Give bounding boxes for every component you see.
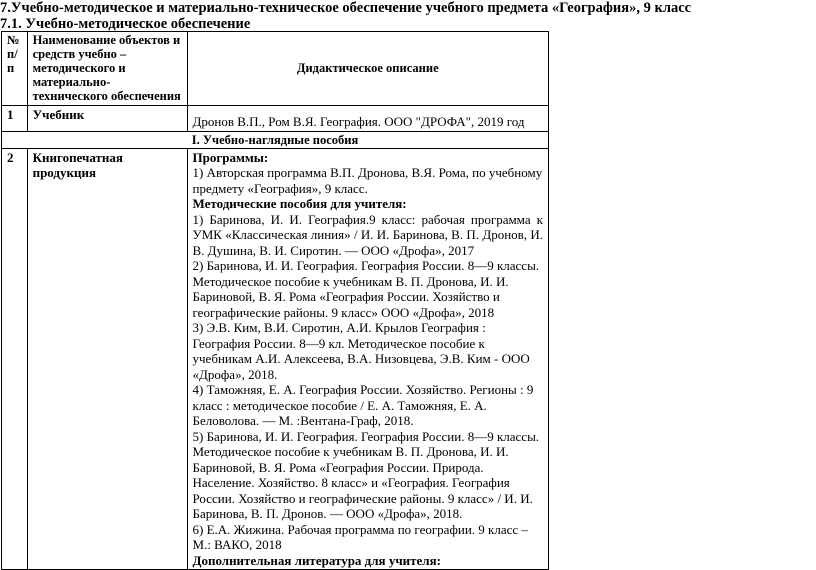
row2-desc — [187, 148, 548, 570]
header-num-cell: № п/п — [2, 32, 28, 106]
method-label: Методические пособия для учителя: — [192, 196, 407, 211]
row1-name: Учебник — [27, 106, 187, 132]
document-subheading: 7.1. Учебно-методическое обеспечение — [0, 16, 251, 32]
resources-table — [1, 31, 549, 570]
row1-num: 1 — [2, 106, 28, 132]
method-item: 2) Баринова, И. И. География. География России. 8—9 классы. Методическое пособие к учебникам В. П. Дронова, И. И. Бариновой, В. Я. Рома «География России. Хозяйство и географические районы. 9 класс» ООО «Дрофа», 2018 — [192, 258, 540, 320]
method-item: 5) Баринова, И. И. География. География России. 8—9 классы. Методическое пособие к учебникам В. П. Дронова, И. И. Бариновой, В. Я. Рома «География России. Природа. Население. Хозяйство. 8 класс» и «География. География России. Хозяйство и географические районы. 9 класс» / И. И. Баринова, В. П. Дронов. — ООО «Дрофа», 2018. — [192, 428, 540, 521]
additional-label: Дополнительная литература для учителя: — [192, 552, 441, 568]
header-name-cell: Наименование объектов и средств учебно – методического и материально-технического обеспечения — [27, 32, 187, 106]
header-desc-cell: Дидактическое описание — [187, 32, 548, 106]
programs-label: Программы: — [192, 149, 269, 165]
document-heading: 7.Учебно-методическое и материально-техническое обеспечение учебного предмета «География», 9 класс — [0, 0, 692, 16]
method-item: 4) Таможняя, Е. А. География России. Хозяйство. Регионы : 9 класс : методическое пособие / Е. А. Таможняя, Е. А. Беловолова. — М. :Вентана-Граф, 2018. — [192, 382, 534, 428]
table-row — [2, 106, 549, 132]
method-item: 3) Э.В. Ким, В.И. Сиротин, А.И. Крылов География : География России. 8—9 кл. Методическое пособие к учебникам А.И. Алексеева, В.А. Низовцева, Э.В. Ким - ООО «Дрофа», 2018. — [192, 320, 530, 382]
section-title: I. Учебно-наглядные пособия — [2, 131, 549, 148]
section-row — [2, 131, 549, 148]
row2-num: 2 — [2, 148, 28, 570]
row1-desc: Дронов В.П., Ром В.Я. География. ООО "ДРОФА", 2019 год — [187, 106, 548, 132]
row2-name: Книгопечатная продукция — [27, 148, 187, 570]
program-item: 1) Авторская программа В.П. Дронова, В.Я. Рома, по учебному предмету «География», 9 класс. — [192, 165, 543, 196]
method-item: 1) Баринова, И. И. География.9 класс: рабочая программа к УМК «Классическая линия» / И. И. Баринова, В. П. Дронов, И. В. Душина, В. И. Сиротин. — ООО «Дрофа», 2017 — [192, 211, 543, 258]
table-header-row — [2, 32, 549, 106]
table-row — [2, 148, 549, 570]
method-item: 6) Е.А. Жижина. Рабочая программа по географии. 9 класс – М.: ВАКО, 2018 — [192, 521, 528, 552]
